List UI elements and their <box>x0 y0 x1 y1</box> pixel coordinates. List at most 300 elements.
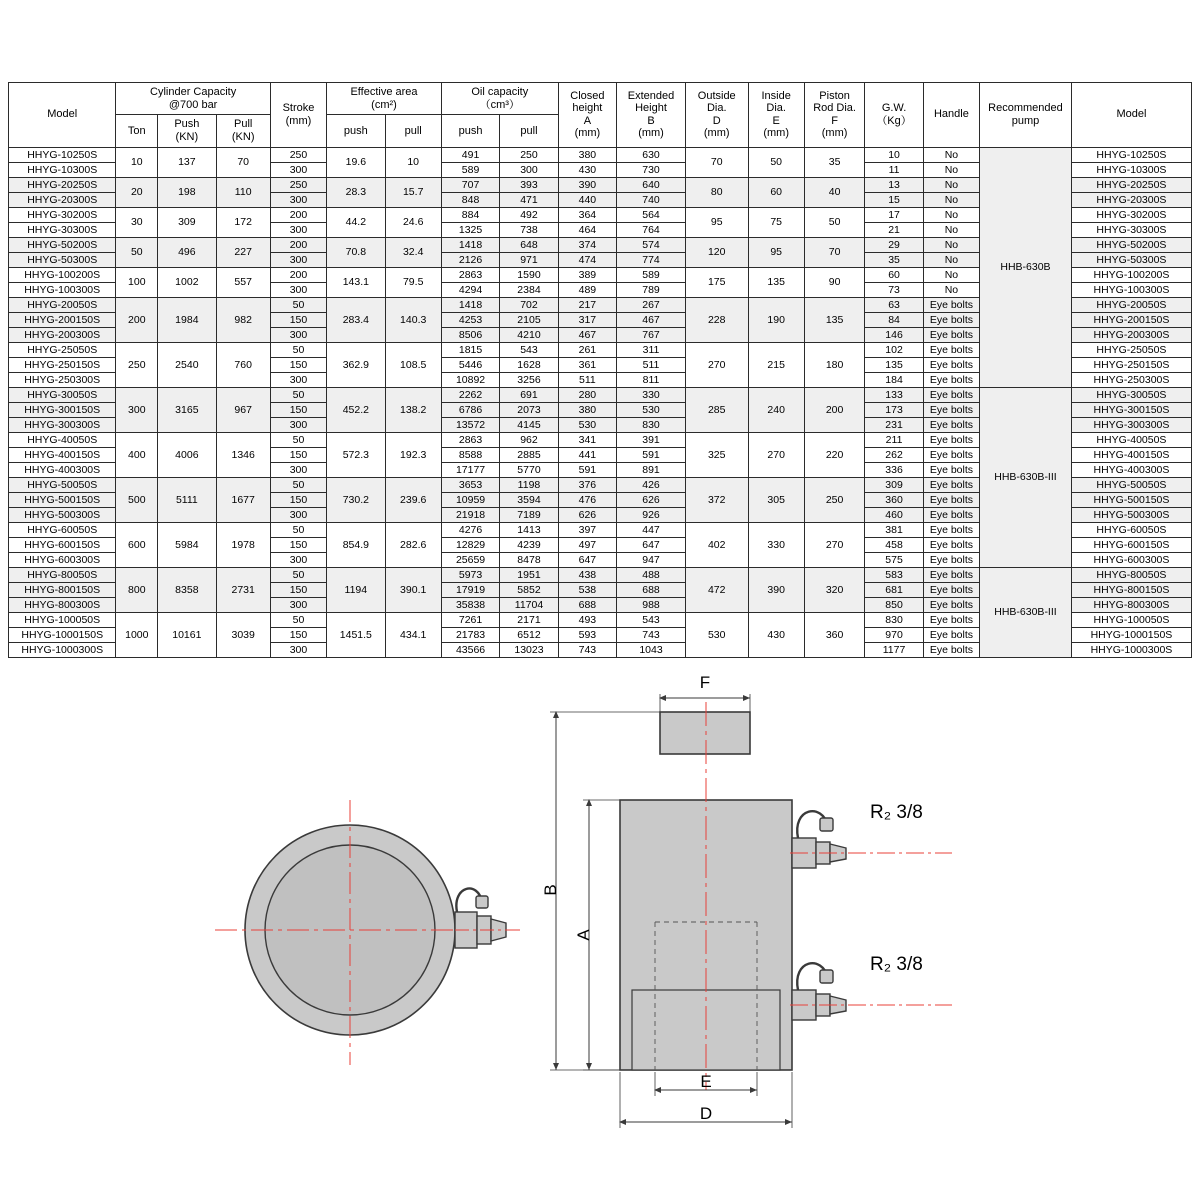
cell-oil-pull: 2171 <box>500 612 558 627</box>
cell-oil-push: 884 <box>441 207 499 222</box>
cell-closed-height: 489 <box>558 282 616 297</box>
cell-oil-pull: 300 <box>500 162 558 177</box>
cell-handle: Eye bolts <box>923 357 979 372</box>
cell-extended-height: 311 <box>617 342 686 357</box>
table-row <box>9 147 1192 162</box>
th-ins-l1: Inside <box>761 89 791 102</box>
cell-push-kn: 10161 <box>158 612 216 657</box>
cell-oil-pull: 3256 <box>500 372 558 387</box>
cell-oil-pull: 11704 <box>500 597 558 612</box>
cell-piston-dia: 90 <box>804 267 865 297</box>
cell-handle: No <box>923 282 979 297</box>
cell-closed-height: 390 <box>558 177 616 192</box>
th-ext-l4: (mm) <box>638 127 664 140</box>
cell-handle: Eye bolts <box>923 597 979 612</box>
th-gross-weight <box>865 83 923 148</box>
piston-rod-block <box>660 712 750 754</box>
th-closed-l1: Closed <box>570 89 605 102</box>
cell-handle: No <box>923 222 979 237</box>
cell-inside-dia: 190 <box>748 297 804 342</box>
cell-pull-kn: 70 <box>216 147 270 177</box>
cell-gross-weight: 10 <box>865 147 923 162</box>
dim-label-A: A <box>574 929 593 941</box>
cell-oil-pull: 393 <box>500 177 558 192</box>
cell-gross-weight: 13 <box>865 177 923 192</box>
cell-extended-height: 891 <box>617 462 686 477</box>
cell-closed-height: 397 <box>558 522 616 537</box>
cell-model-2: HHYG-300150S <box>1071 402 1191 417</box>
cell-pull-kn: 172 <box>216 207 270 237</box>
th-piston-rod-dia <box>804 83 865 148</box>
cell-inside-dia: 75 <box>748 207 804 237</box>
cell-oil-push: 10892 <box>441 372 499 387</box>
cell-extended-height: 743 <box>617 627 686 642</box>
cell-ton: 300 <box>116 387 158 432</box>
plan-port-fitting <box>455 889 516 948</box>
cell-model-2: HHYG-30200S <box>1071 207 1191 222</box>
cell-oil-push: 1325 <box>441 222 499 237</box>
cell-model-2: HHYG-600300S <box>1071 552 1191 567</box>
cell-gross-weight: 11 <box>865 162 923 177</box>
cell-oil-push: 8588 <box>441 447 499 462</box>
cell-outside-dia: 285 <box>685 387 748 432</box>
cell-area-pull: 192.3 <box>385 432 441 477</box>
cell-oil-push: 35838 <box>441 597 499 612</box>
cell-ton: 10 <box>116 147 158 177</box>
dim-E <box>655 1072 757 1096</box>
cell-closed-height: 438 <box>558 567 616 582</box>
cell-pull-kn: 1677 <box>216 477 270 522</box>
cell-stroke: 50 <box>270 612 326 627</box>
cell-extended-height: 811 <box>617 372 686 387</box>
cell-area-push: 1451.5 <box>327 612 385 657</box>
cell-model: HHYG-60050S <box>9 522 116 537</box>
cell-stroke: 50 <box>270 387 326 402</box>
cell-area-push: 854.9 <box>327 522 385 567</box>
cell-oil-pull: 962 <box>500 432 558 447</box>
cell-oil-push: 707 <box>441 177 499 192</box>
cell-piston-dia: 70 <box>804 237 865 267</box>
cell-model: HHYG-1000150S <box>9 627 116 642</box>
cell-stroke: 50 <box>270 297 326 312</box>
cell-model-2: HHYG-1000150S <box>1071 627 1191 642</box>
cell-pull-kn: 982 <box>216 297 270 342</box>
th-pis-l4: (mm) <box>821 127 848 140</box>
th-push-kn <box>158 115 216 147</box>
cell-pull-kn: 967 <box>216 387 270 432</box>
th-extended-height <box>617 83 686 148</box>
th-ins-l4: (mm) <box>763 127 789 140</box>
cell-extended-height: 947 <box>617 552 686 567</box>
cell-oil-pull: 648 <box>500 237 558 252</box>
th-stroke-line2: (mm) <box>285 114 312 127</box>
cell-gross-weight: 211 <box>865 432 923 447</box>
cell-ton: 100 <box>116 267 158 297</box>
cell-model: HHYG-300150S <box>9 402 116 417</box>
cell-outside-dia: 530 <box>685 612 748 657</box>
cell-oil-pull: 471 <box>500 192 558 207</box>
cell-model: HHYG-30300S <box>9 222 116 237</box>
cell-stroke: 300 <box>270 462 326 477</box>
cell-stroke: 150 <box>270 627 326 642</box>
lower-port-label: R₂ 3/8 <box>870 954 923 975</box>
cell-gross-weight: 970 <box>865 627 923 642</box>
cell-closed-height: 591 <box>558 462 616 477</box>
cell-model-2: HHYG-500300S <box>1071 507 1191 522</box>
cell-oil-push: 2262 <box>441 387 499 402</box>
cell-oil-push: 491 <box>441 147 499 162</box>
cell-handle: Eye bolts <box>923 567 979 582</box>
cell-oil-pull: 691 <box>500 387 558 402</box>
cell-oil-pull: 4145 <box>500 417 558 432</box>
cell-model: HHYG-400150S <box>9 447 116 462</box>
cell-piston-dia: 250 <box>804 477 865 522</box>
cell-stroke: 300 <box>270 162 326 177</box>
th-pull-kn-l1: Pull <box>234 118 253 131</box>
cell-recommended-pump: HHB-630B <box>980 147 1072 387</box>
cell-model-2: HHYG-100300S <box>1071 282 1191 297</box>
cell-gross-weight: 830 <box>865 612 923 627</box>
cell-oil-pull: 1628 <box>500 357 558 372</box>
cell-oil-push: 1418 <box>441 237 499 252</box>
cell-model-2: HHYG-250150S <box>1071 357 1191 372</box>
cell-model-2: HHYG-20250S <box>1071 177 1191 192</box>
cell-stroke: 150 <box>270 312 326 327</box>
cell-inside-dia: 95 <box>748 237 804 267</box>
th-out-l1: Outside <box>697 89 736 102</box>
th-eff-line1: Effective area <box>350 86 418 98</box>
cell-handle: Eye bolts <box>923 327 979 342</box>
cell-ton: 200 <box>116 297 158 342</box>
cell-oil-pull: 1413 <box>500 522 558 537</box>
cell-oil-pull: 738 <box>500 222 558 237</box>
cell-stroke: 150 <box>270 447 326 462</box>
cell-gross-weight: 35 <box>865 252 923 267</box>
cell-model: HHYG-500300S <box>9 507 116 522</box>
cell-push-kn: 198 <box>158 177 216 207</box>
cell-stroke: 150 <box>270 582 326 597</box>
cell-model: HHYG-20250S <box>9 177 116 192</box>
cell-gross-weight: 21 <box>865 222 923 237</box>
cell-model-2: HHYG-20050S <box>1071 297 1191 312</box>
cell-stroke: 250 <box>270 177 326 192</box>
cell-ton: 400 <box>116 432 158 477</box>
th-area-pull: pull <box>385 115 441 147</box>
upper-port-label: R₂ 3/8 <box>870 802 923 823</box>
cell-closed-height: 493 <box>558 612 616 627</box>
cell-handle: Eye bolts <box>923 612 979 627</box>
cell-extended-height: 626 <box>617 492 686 507</box>
th-ext-l2: Height <box>635 102 667 115</box>
th-pis-l3: F <box>831 114 838 127</box>
cell-oil-pull: 2105 <box>500 312 558 327</box>
cell-handle: Eye bolts <box>923 447 979 462</box>
cell-closed-height: 593 <box>558 627 616 642</box>
cell-handle: Eye bolts <box>923 312 979 327</box>
th-handle: Handle <box>923 83 979 148</box>
cell-extended-height: 926 <box>617 507 686 522</box>
cell-ton: 1000 <box>116 612 158 657</box>
cell-oil-push: 1815 <box>441 342 499 357</box>
cell-gross-weight: 73 <box>865 282 923 297</box>
cell-closed-height: 688 <box>558 597 616 612</box>
cell-area-push: 19.6 <box>327 147 385 177</box>
dim-label-E: E <box>700 1072 712 1091</box>
th-pull-kn-l2: (KN) <box>231 130 255 143</box>
cell-closed-height: 317 <box>558 312 616 327</box>
cell-oil-push: 4294 <box>441 282 499 297</box>
lower-port-fitting <box>790 954 952 1020</box>
cell-stroke: 300 <box>270 222 326 237</box>
cell-extended-height: 774 <box>617 252 686 267</box>
cell-model-2: HHYG-60050S <box>1071 522 1191 537</box>
cell-closed-height: 647 <box>558 552 616 567</box>
cell-area-pull: 108.5 <box>385 342 441 387</box>
cell-oil-push: 2863 <box>441 432 499 447</box>
cell-closed-height: 376 <box>558 477 616 492</box>
dim-F <box>660 673 750 716</box>
cell-model: HHYG-600150S <box>9 537 116 552</box>
cell-oil-pull: 492 <box>500 207 558 222</box>
cell-gross-weight: 309 <box>865 477 923 492</box>
cell-stroke: 50 <box>270 567 326 582</box>
technical-drawing <box>0 673 1200 1200</box>
dim-label-B: B <box>541 884 560 896</box>
cell-recommended-pump: HHB-630B-III <box>980 387 1072 567</box>
dim-label-F: F <box>699 673 711 692</box>
th-gw-l1: G.W. <box>881 102 907 115</box>
cell-push-kn: 1984 <box>158 297 216 342</box>
cell-closed-height: 538 <box>558 582 616 597</box>
cell-stroke: 150 <box>270 537 326 552</box>
cell-inside-dia: 215 <box>748 342 804 387</box>
cell-pull-kn: 1978 <box>216 522 270 567</box>
th-pis-l2: Rod Dia. <box>813 102 856 115</box>
cell-model-2: HHYG-25050S <box>1071 342 1191 357</box>
cell-outside-dia: 228 <box>685 297 748 342</box>
cell-gross-weight: 262 <box>865 447 923 462</box>
cell-model: HHYG-30050S <box>9 387 116 402</box>
cell-extended-height: 447 <box>617 522 686 537</box>
cell-handle: No <box>923 147 979 162</box>
cell-stroke: 300 <box>270 327 326 342</box>
th-out-l4: (mm) <box>703 127 730 140</box>
cell-model: HHYG-50300S <box>9 252 116 267</box>
cell-stroke: 200 <box>270 237 326 252</box>
cell-extended-height: 764 <box>617 222 686 237</box>
cell-closed-height: 380 <box>558 402 616 417</box>
cell-pull-kn: 760 <box>216 342 270 387</box>
cell-handle: Eye bolts <box>923 417 979 432</box>
cell-oil-pull: 543 <box>500 342 558 357</box>
cell-model: HHYG-800150S <box>9 582 116 597</box>
cell-area-pull: 10 <box>385 147 441 177</box>
cell-oil-push: 10959 <box>441 492 499 507</box>
cell-pull-kn: 3039 <box>216 612 270 657</box>
cell-area-push: 572.3 <box>327 432 385 477</box>
cell-model: HHYG-300300S <box>9 417 116 432</box>
cell-area-pull: 15.7 <box>385 177 441 207</box>
cell-closed-height: 389 <box>558 267 616 282</box>
cell-model-2: HHYG-50300S <box>1071 252 1191 267</box>
cell-area-push: 44.2 <box>327 207 385 237</box>
cell-stroke: 200 <box>270 267 326 282</box>
cell-model: HHYG-80050S <box>9 567 116 582</box>
cell-ton: 500 <box>116 477 158 522</box>
cell-outside-dia: 95 <box>685 207 748 237</box>
cell-extended-height: 426 <box>617 477 686 492</box>
upper-port-fitting <box>790 802 952 868</box>
cell-model-2: HHYG-200150S <box>1071 312 1191 327</box>
cell-area-push: 28.3 <box>327 177 385 207</box>
th-capacity-line1: Cylinder Capacity <box>150 86 237 98</box>
th-eff-line2: (cm²) <box>371 98 397 111</box>
cell-extended-height: 530 <box>617 402 686 417</box>
cell-oil-push: 25659 <box>441 552 499 567</box>
th-closed-l4: (mm) <box>574 127 601 140</box>
cell-extended-height: 988 <box>617 597 686 612</box>
cell-closed-height: 743 <box>558 642 616 657</box>
cell-gross-weight: 63 <box>865 297 923 312</box>
cell-gross-weight: 336 <box>865 462 923 477</box>
cell-stroke: 50 <box>270 432 326 447</box>
cell-model: HHYG-20050S <box>9 297 116 312</box>
cell-extended-height: 543 <box>617 612 686 627</box>
th-effective-area <box>327 83 442 115</box>
cell-oil-pull: 1951 <box>500 567 558 582</box>
cell-handle: Eye bolts <box>923 552 979 567</box>
cell-oil-push: 1418 <box>441 297 499 312</box>
cell-stroke: 50 <box>270 522 326 537</box>
th-area-push: push <box>327 115 385 147</box>
cell-area-push: 1194 <box>327 567 385 612</box>
cell-closed-height: 467 <box>558 327 616 342</box>
cell-closed-height: 217 <box>558 297 616 312</box>
th-gw-l2: （Kg） <box>876 114 912 127</box>
cell-oil-push: 5446 <box>441 357 499 372</box>
th-ext-l1: Extended <box>627 89 675 102</box>
th-inside-dia <box>748 83 804 148</box>
th-oil-pull: pull <box>500 115 558 147</box>
th-ton: Ton <box>116 115 158 147</box>
cell-outside-dia: 325 <box>685 432 748 477</box>
cell-model: HHYG-10250S <box>9 147 116 162</box>
cell-push-kn: 5984 <box>158 522 216 567</box>
cell-outside-dia: 372 <box>685 477 748 522</box>
cell-gross-weight: 102 <box>865 342 923 357</box>
cell-model: HHYG-40050S <box>9 432 116 447</box>
cell-model-2: HHYG-600150S <box>1071 537 1191 552</box>
cell-area-pull: 138.2 <box>385 387 441 432</box>
cell-extended-height: 740 <box>617 192 686 207</box>
cell-ton: 250 <box>116 342 158 387</box>
cell-oil-pull: 6512 <box>500 627 558 642</box>
cell-model: HHYG-1000300S <box>9 642 116 657</box>
cell-closed-height: 341 <box>558 432 616 447</box>
cell-oil-push: 17919 <box>441 582 499 597</box>
cell-push-kn: 3165 <box>158 387 216 432</box>
cell-model: HHYG-20300S <box>9 192 116 207</box>
cell-oil-push: 7261 <box>441 612 499 627</box>
cell-model: HHYG-30200S <box>9 207 116 222</box>
cell-outside-dia: 270 <box>685 342 748 387</box>
cell-area-push: 283.4 <box>327 297 385 342</box>
cell-oil-push: 4253 <box>441 312 499 327</box>
cell-gross-weight: 575 <box>865 552 923 567</box>
th-pis-l1: Piston <box>819 89 850 102</box>
cell-oil-pull: 4210 <box>500 327 558 342</box>
table-row <box>9 567 1192 582</box>
cell-oil-push: 6786 <box>441 402 499 417</box>
cell-handle: Eye bolts <box>923 477 979 492</box>
dim-A <box>574 800 620 1070</box>
cell-piston-dia: 320 <box>804 567 865 612</box>
cell-ton: 20 <box>116 177 158 207</box>
cell-closed-height: 464 <box>558 222 616 237</box>
cell-outside-dia: 175 <box>685 267 748 297</box>
th-oil-capacity <box>441 83 558 115</box>
cell-extended-height: 488 <box>617 567 686 582</box>
cell-extended-height: 391 <box>617 432 686 447</box>
cell-model: HHYG-200150S <box>9 312 116 327</box>
cell-extended-height: 511 <box>617 357 686 372</box>
cell-oil-push: 589 <box>441 162 499 177</box>
cell-gross-weight: 146 <box>865 327 923 342</box>
cell-handle: Eye bolts <box>923 297 979 312</box>
cell-stroke: 300 <box>270 282 326 297</box>
elevation-view <box>541 673 952 1128</box>
cell-model-2: HHYG-10300S <box>1071 162 1191 177</box>
cell-area-pull: 79.5 <box>385 267 441 297</box>
cell-closed-height: 530 <box>558 417 616 432</box>
cell-gross-weight: 60 <box>865 267 923 282</box>
cell-outside-dia: 120 <box>685 237 748 267</box>
cell-model-2: HHYG-100050S <box>1071 612 1191 627</box>
cell-stroke: 50 <box>270 477 326 492</box>
th-stroke-line1: Stroke <box>282 102 315 115</box>
cell-area-pull: 32.4 <box>385 237 441 267</box>
cell-extended-height: 688 <box>617 582 686 597</box>
cell-handle: No <box>923 237 979 252</box>
cell-extended-height: 730 <box>617 162 686 177</box>
cell-gross-weight: 84 <box>865 312 923 327</box>
cell-gross-weight: 681 <box>865 582 923 597</box>
cell-extended-height: 564 <box>617 207 686 222</box>
cell-handle: No <box>923 267 979 282</box>
cell-gross-weight: 17 <box>865 207 923 222</box>
cell-gross-weight: 360 <box>865 492 923 507</box>
th-oil-push: push <box>441 115 499 147</box>
cell-oil-push: 5973 <box>441 567 499 582</box>
cell-closed-height: 626 <box>558 507 616 522</box>
cell-model: HHYG-200300S <box>9 327 116 342</box>
spec-table <box>8 82 1192 658</box>
cell-handle: Eye bolts <box>923 387 979 402</box>
cell-oil-pull: 971 <box>500 252 558 267</box>
cell-stroke: 300 <box>270 642 326 657</box>
cell-handle: No <box>923 207 979 222</box>
cell-model-2: HHYG-500150S <box>1071 492 1191 507</box>
cell-oil-pull: 3594 <box>500 492 558 507</box>
cell-oil-push: 21783 <box>441 627 499 642</box>
table-head <box>9 83 1192 148</box>
cell-oil-push: 21918 <box>441 507 499 522</box>
cell-closed-height: 476 <box>558 492 616 507</box>
cell-model: HHYG-400300S <box>9 462 116 477</box>
cell-model-2: HHYG-250300S <box>1071 372 1191 387</box>
plan-view <box>215 800 520 1065</box>
cell-inside-dia: 270 <box>748 432 804 477</box>
